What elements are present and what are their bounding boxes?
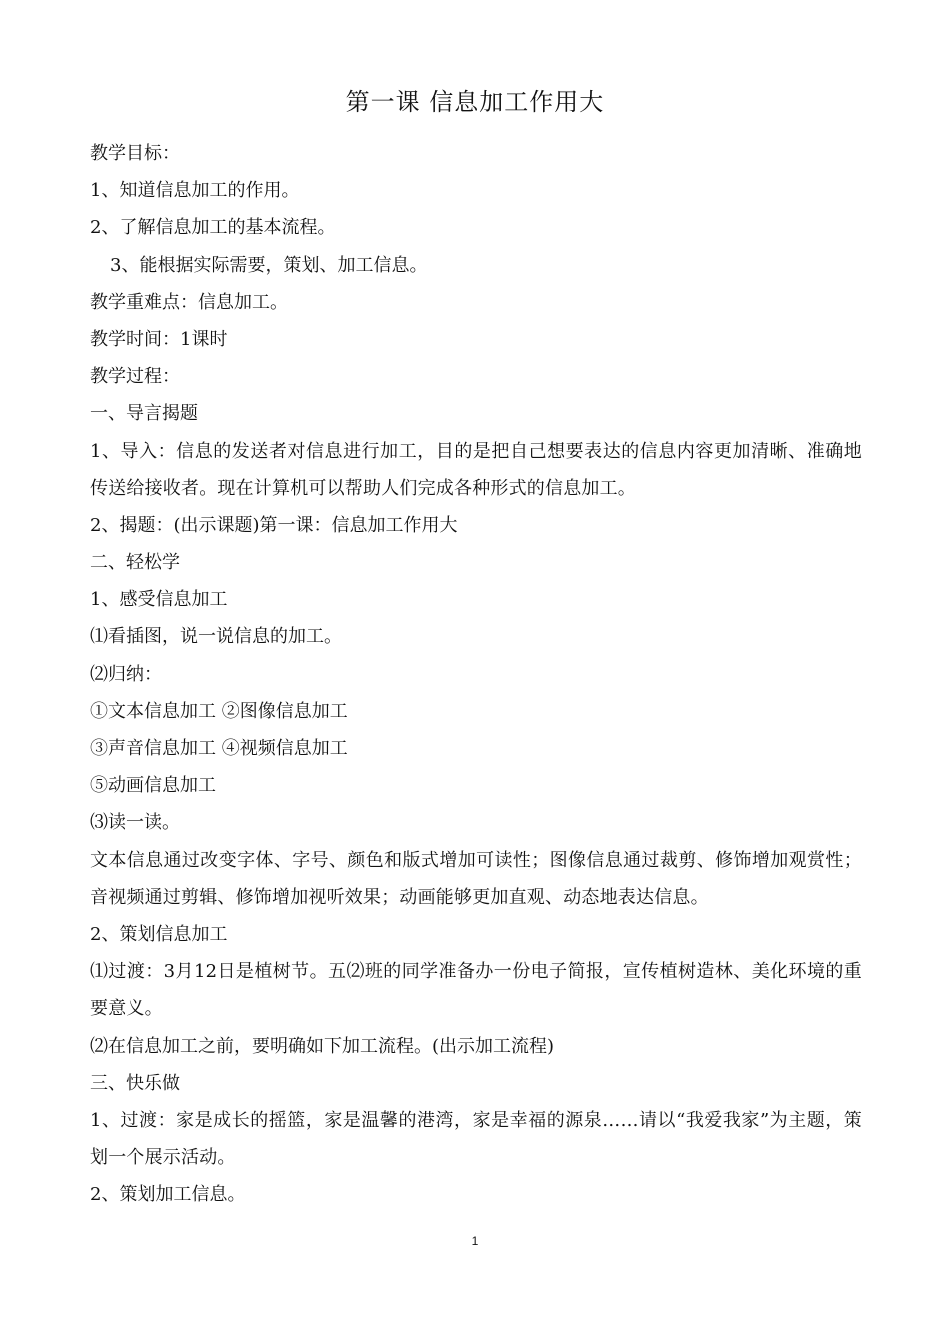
goal-item-2: 2、了解信息加工的基本流程。	[90, 217, 336, 239]
teaching-process-heading: 教学过程：	[90, 366, 180, 388]
feel-processing-heading: 1、感受信息加工	[90, 589, 228, 611]
goal-item-3: 3、能根据实际需要，策划、加工信息。	[110, 254, 428, 276]
section-heading-intro: 一、导言揭题	[90, 403, 198, 425]
teaching-time-line: 教学时间：1课时	[90, 328, 228, 350]
key-difficulty-line: 教学重难点：信息加工。	[90, 291, 288, 313]
plan-processing-heading: 2、策划信息加工	[90, 924, 228, 945]
goal-item-1: 1、知道信息加工的作用。	[90, 180, 300, 202]
read-line: ⑶读一读。	[90, 812, 180, 834]
look-illustration-line: ⑴看插图，说一说信息的加工。	[90, 626, 342, 648]
processing-types-line-3: ⑤动画信息加工	[90, 775, 216, 797]
home-theme-paragraph: 1、过渡：家是成长的摇篮，家是温馨的港湾，家是幸福的源泉……请以“我爱我家”为主题，策划一个展示活动。	[90, 1109, 862, 1169]
plan-info-line: 2、策划加工信息。	[90, 1184, 246, 1206]
processing-types-line-2: ③声音信息加工 ④视频信息加工	[90, 738, 348, 760]
process-flow-line: ⑵在信息加工之前，要明确如下加工流程。(出示加工流程)	[90, 1035, 555, 1057]
teaching-goals-heading: 教学目标：	[90, 143, 180, 164]
reveal-topic-line: 2、揭题：(出示课题)第一课：信息加工作用大	[90, 514, 458, 536]
document-body	[90, 135, 862, 1214]
processing-types-line-1: ①文本信息加工 ②图像信息加工	[90, 700, 348, 722]
intro-paragraph: 1、导入：信息的发送者对信息进行加工，目的是把自己想要表达的信息内容更加清晰、准确地传送给接收者。现在计算机可以帮助人们完成各种形式的信息加工。	[90, 440, 862, 499]
section-heading-easy-learn: 二、轻松学	[90, 552, 180, 574]
summary-line: ⑵归纳：	[90, 663, 162, 685]
page-number: 1	[471, 1234, 479, 1248]
reading-paragraph: 文本信息通过改变字体、字号、颜色和版式增加可读性；图像信息通过裁剪、修饰增加观赏性；音视频通过剪辑、修饰增加视听效果；动画能够更加直观、动态地表达信息。	[90, 849, 862, 908]
section-heading-happy-do: 三、快乐做	[90, 1072, 180, 1094]
transition-paragraph: ⑴过渡：3月12日是植树节。五⑵班的同学准备办一份电子简报，宣传植树造林、美化环境的重要意义。	[90, 961, 862, 1020]
page-title: 第一课 信息加工作用大	[345, 88, 605, 116]
